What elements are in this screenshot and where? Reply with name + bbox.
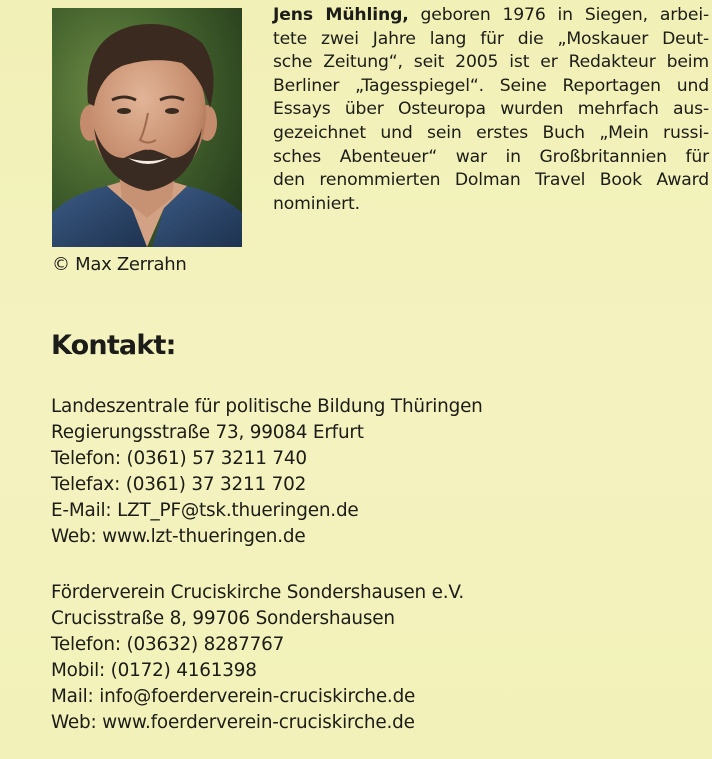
bio-line: den renommierten Dolman Travel Book Award xyxy=(273,170,709,191)
bio-line: gezeichnet und sein erstes Buch „Mein russi- xyxy=(273,122,709,143)
phone-number: (03632) 8287767 xyxy=(126,634,285,655)
author-name: Jens Mühling, xyxy=(273,5,409,25)
author-bio xyxy=(273,4,709,216)
bio-line: Berliner „Tagesspiegel“. Seine Reportagen und xyxy=(273,75,709,96)
fax-number: (0361) 37 3211 702 xyxy=(125,474,307,495)
bio-line: sches Abenteuer“ war in Großbritannien für xyxy=(273,146,709,167)
mobile-number: (0172) 4161398 xyxy=(110,660,257,681)
bio-line: tete zwei Jahre lang für die „Moskauer Deut- xyxy=(273,28,709,49)
photo-credit: © Max Zerrahn xyxy=(52,254,187,275)
org-name: Landeszentrale für politische Bildung Thüringen xyxy=(51,396,483,417)
org-name: Förderverein Cruciskirche Sondershausen e.V. xyxy=(51,582,465,603)
contact-block-lzt xyxy=(51,394,483,550)
contact-block-foerderverein xyxy=(51,580,464,736)
bio-line: Essays über Osteuropa wurden mehrfach aus- xyxy=(273,99,709,120)
website-link[interactable]: www.lzt-thueringen.de xyxy=(102,526,306,547)
phone-row: Telefon: (03632) 8287767 xyxy=(51,634,285,655)
web-row: Web: www.foerderverein-cruciskirche.de xyxy=(51,712,415,733)
web-row: Web: www.lzt-thueringen.de xyxy=(51,526,306,547)
mobile-row: Mobil: (0172) 4161398 xyxy=(51,660,257,681)
phone-number: (0361) 57 3211 740 xyxy=(126,448,307,469)
website-link[interactable]: www.foerderverein-cruciskirche.de xyxy=(102,712,415,733)
bio-line: nominiert. xyxy=(273,193,360,214)
email-row: Mail: info@foerderverein-cruciskirche.de xyxy=(51,686,416,707)
bio-line: sche Zeitung“, seit 2005 ist er Redakteur beim xyxy=(273,52,709,73)
author-photo xyxy=(52,8,242,247)
org-address: Crucisstraße 8, 99706 Sondershausen xyxy=(51,608,395,629)
fax-row: Telefax: (0361) 37 3211 702 xyxy=(51,474,307,495)
contact-heading: Kontakt: xyxy=(51,330,176,361)
phone-row: Telefon: (0361) 57 3211 740 xyxy=(51,448,307,469)
bio-line: Jens Mühling, geboren 1976 in Siegen, arbei- xyxy=(273,5,709,25)
org-address: Regierungsstraße 73, 99084 Erfurt xyxy=(51,422,364,443)
portrait-illustration xyxy=(52,8,242,247)
email-link[interactable]: info@foerderverein-cruciskirche.de xyxy=(99,686,416,707)
email-link[interactable]: LZT_PF@tsk.thueringen.de xyxy=(117,500,359,521)
email-row: E-Mail: LZT_PF@tsk.thueringen.de xyxy=(51,500,359,521)
